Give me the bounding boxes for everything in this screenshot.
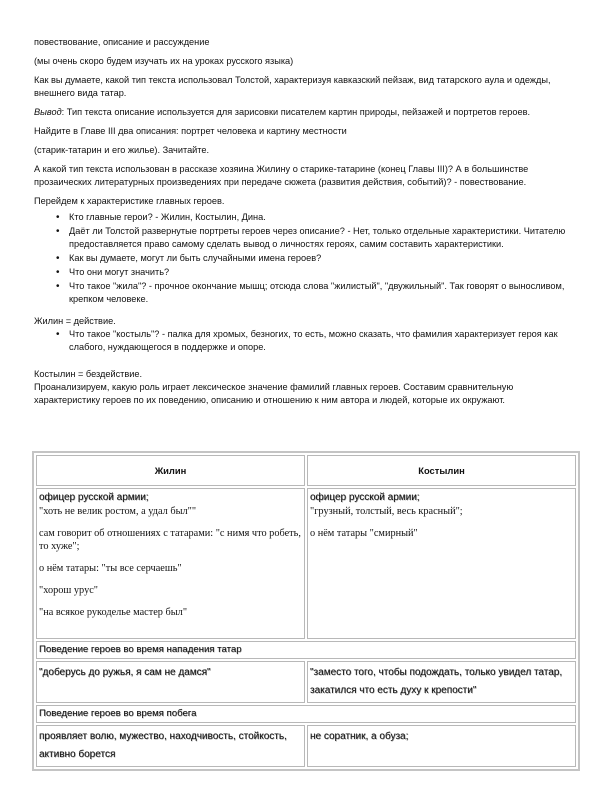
analysis-paragraph: Проанализируем, какую роль играет лексическое значение фамилий главных героев. Составим сравнительную характеристику героев по их поведению, описанию и отношению к ним автора и людей, которые их окружают. (34, 382, 514, 405)
section-escape-heading: Поведение героев во время побега (36, 705, 576, 723)
zhilin-quote: "хоть не велик ростом, а удал был"" (39, 506, 197, 517)
conclusion-label: Вывод (34, 107, 62, 117)
list-item: • Кто главные герои? - Жилин, Костылин, Дина. (69, 211, 579, 224)
escape-zhilin-cell: проявляет волю, мужество, находчивость, стойкость, активно борется (36, 725, 305, 767)
kostylin-description-cell (307, 488, 576, 639)
kostylin-quote: "грузный, толстый, весь красный"; (310, 506, 463, 517)
questions-list (34, 211, 579, 306)
conclusion-text: : Тип текста описание используется для зарисовки писателем картин природы, пейзажей и портретов героев. (61, 107, 531, 117)
list-item: • Что такое "костыль"? - палка для хромых, безногих, то есть, можно сказать, что фамилия характеризует героя как слабого, нуждающегося в поддержке и опоре. (69, 328, 579, 354)
header-zhilin: Жилин (36, 455, 305, 486)
kostylin-equation: Костылин = бездействие. (34, 369, 143, 379)
heroes-intro: Перейдем к характеристике главных героев. (34, 196, 225, 206)
question-narration: А какой тип текста использован в рассказе хозяина Жилину о старике-татарине (конец Главы III)? А в большинстве прозаических литературных произведениях при передаче сюжета (развития действия, событий)? - повествование. (34, 164, 529, 187)
kostylin-quote: о нём татары "смирный" (310, 528, 418, 539)
table-row (36, 661, 576, 703)
document-body (34, 36, 579, 407)
attack-kostylin-cell: "заместо того, чтобы подождать, только увидел татар, закатился что есть духу к крепости" (307, 661, 576, 703)
zhilin-quote: о нём татары: "ты все серчаешь" (39, 563, 182, 574)
table-row (36, 488, 576, 639)
zhilin-rank: офицер русской армии; (39, 492, 149, 503)
zhilin-quote: сам говорит об отношениях с татарами: "с нимя что робеть, то хуже"; (39, 528, 301, 552)
intro-paragraph-2: (мы очень скоро будем изучать их на уроках русского языка) (34, 56, 294, 66)
zhilin-quote: "на всякое рукоделье мастер был" (39, 607, 188, 618)
attack-zhilin-cell: "доберусь до ружья, я сам не дамся" (36, 661, 305, 703)
conclusion-paragraph (34, 106, 579, 119)
intro-paragraph-1: повествование, описание и рассуждение (34, 37, 210, 47)
kostylin-rank: офицер русской армии; (310, 492, 420, 503)
header-kostylin: Костылин (307, 455, 576, 486)
table-row (36, 725, 576, 767)
question-text-type: Как вы думаете, какой тип текста использовал Толстой, характеризуя кавказский пейзаж, вид татарского аула и одежды, внешнего вида татар. (34, 75, 551, 98)
list-item: • Что они могут значить? (69, 266, 579, 279)
list-item: • Как вы думаете, могут ли быть случайными имена героев? (69, 252, 579, 265)
escape-kostylin-cell: не соратник, а обуза; (307, 725, 576, 767)
zhilin-quote: "хорош урус" (39, 585, 98, 596)
zhilin-equation: Жилин = действие. (34, 316, 116, 326)
task-find-descriptions: Найдите в Главе III два описания: портрет человека и картину местности (34, 126, 347, 136)
list-item: • Что такое "жила"? - прочное окончание мышц; отсюда слова "жилистый", "двужильный". Так говорят о выносливом, крепком человеке. (69, 280, 579, 306)
table-header-row (36, 455, 576, 486)
zhilin-description-cell (36, 488, 305, 639)
table-row (36, 705, 576, 723)
table-row (36, 641, 576, 659)
comparison-table (32, 451, 580, 771)
section-attack-heading: Поведение героев во время нападения татар (36, 641, 576, 659)
kostyl-list (34, 328, 579, 354)
task-read-aloud: (старик-татарин и его жилье). Зачитайте. (34, 145, 210, 155)
list-item: • Даёт ли Толстой развернутые портреты героев через описание? - Нет, только отдельные характеристики. Читателю предоставляется право самому сделать вывод о личностях героях, самим составить характеристики. (69, 225, 579, 251)
